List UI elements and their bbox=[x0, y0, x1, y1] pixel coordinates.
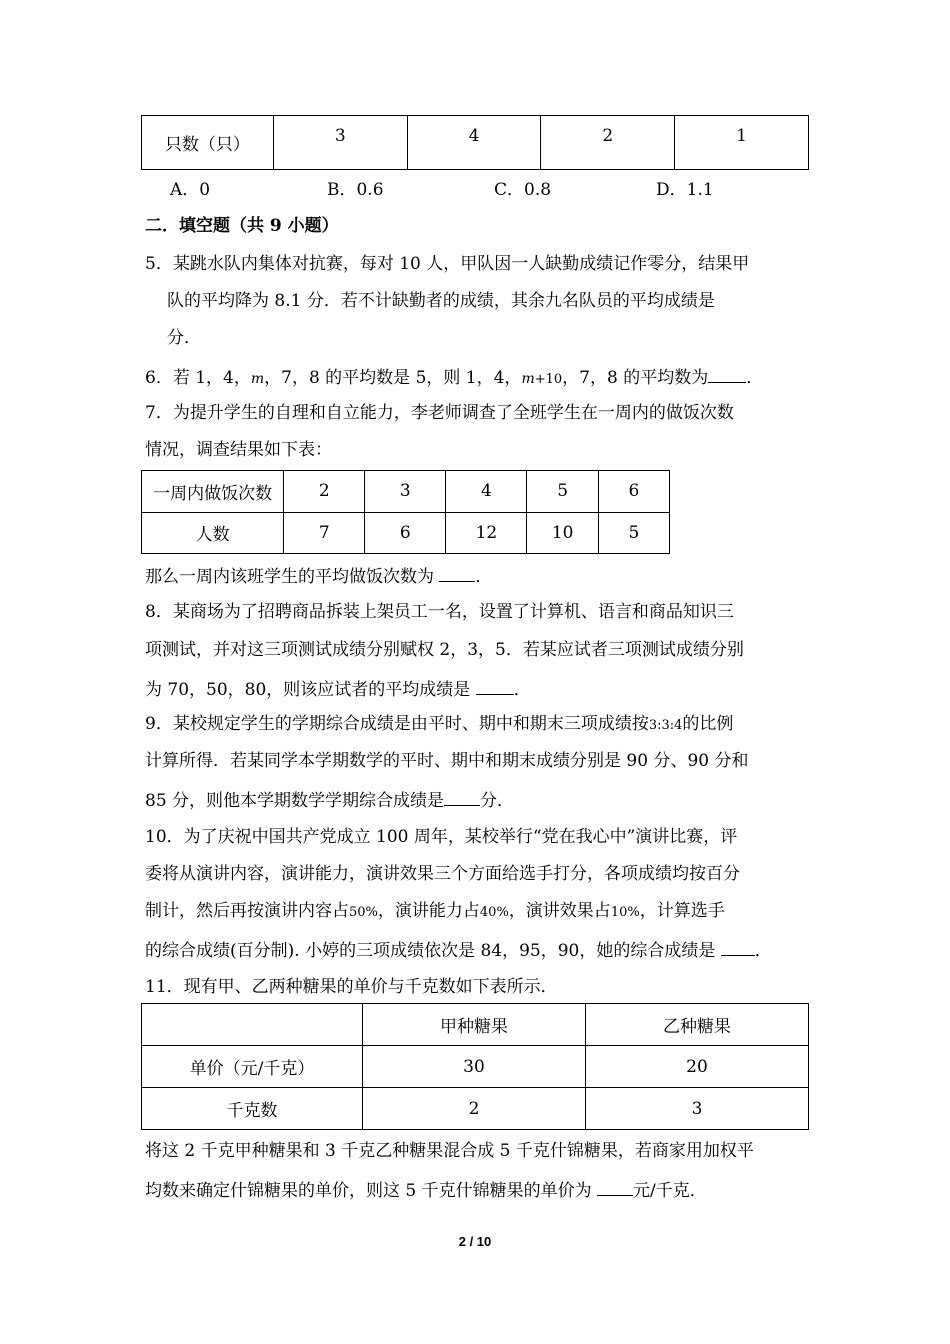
q11-unit: 元/千克． bbox=[633, 1181, 707, 1201]
table-cell: 2 bbox=[541, 116, 675, 170]
q6-end: ． bbox=[746, 368, 764, 388]
q10-line3a: 制计，然后再按演讲内容占 bbox=[145, 901, 349, 921]
q7-after bbox=[145, 563, 492, 589]
table-cell: 2 bbox=[363, 1088, 586, 1130]
q7-end: ． bbox=[475, 567, 493, 587]
table-cell-label: 只数（只） bbox=[142, 116, 274, 170]
q9-line1a: 9．某校规定学生的学期综合成绩是由平时、期中和期末三项成绩按 bbox=[145, 714, 649, 734]
table-row bbox=[142, 1046, 809, 1088]
table-cell: 3 bbox=[273, 116, 407, 170]
q9-line1b: 的比例 bbox=[682, 714, 734, 734]
q10-line3 bbox=[145, 899, 725, 925]
q10-p3: 10% bbox=[610, 905, 640, 920]
q11-after1: 将这 2 千克甲种糖果和 3 千克乙种糖果混合成 5 千克什锦糖果，若商家用加权平 bbox=[145, 1141, 754, 1161]
option-b: B．0.6 bbox=[327, 180, 384, 200]
table-row bbox=[142, 1004, 809, 1046]
q11-line1: 11．现有甲、乙两种糖果的单价与千克数如下表所示． bbox=[145, 977, 558, 997]
table-cell: 20 bbox=[586, 1046, 809, 1088]
q9-ratio: 3:3:4 bbox=[648, 718, 683, 733]
q7-after-text: 那么一周内该班学生的平均做饭次数为 bbox=[145, 567, 434, 587]
q10-line3d: ，计算选手 bbox=[639, 901, 725, 921]
table-cell-label: 一周内做饭次数 bbox=[142, 471, 284, 513]
q8-line3-text: 为 70，50，80，则该应试者的平均成绩是 bbox=[145, 680, 471, 700]
q10-line1: 10．为了庆祝中国共产党成立 100 周年，某校举行“党在我心中”演讲比赛，评 bbox=[145, 827, 738, 847]
q6-text-d: ，7，8 的平均数为 bbox=[562, 368, 709, 388]
table-cell: 甲种糖果 bbox=[363, 1004, 586, 1046]
table-row bbox=[142, 116, 809, 170]
q8-line2: 项测试，并对这三项测试成绩分别赋权 2，3，5．若某应试者三项测试成绩分别 bbox=[145, 640, 744, 660]
table-row bbox=[142, 512, 670, 554]
q10-end: ． bbox=[754, 941, 772, 961]
q6-text-b: ，7，8 的平均数是 5，则 1，4， bbox=[264, 368, 522, 388]
q8-line1: 8．某商场为了招聘商品拆装上架员工一名，设置了计算机、语言和商品知识三 bbox=[145, 602, 734, 622]
option-c: C．0.8 bbox=[494, 180, 552, 200]
table-cell-label: 千克数 bbox=[142, 1088, 363, 1130]
table-cell: 10 bbox=[527, 512, 598, 554]
table-cell-label: 人数 bbox=[142, 512, 284, 554]
table-cell-label: 单价（元/千克） bbox=[142, 1046, 363, 1088]
option-a: A．0 bbox=[170, 180, 211, 200]
table-q11 bbox=[141, 1003, 809, 1130]
table-cell: 6 bbox=[365, 512, 446, 554]
q6-var-m2: m bbox=[521, 371, 535, 387]
table-row bbox=[142, 1088, 809, 1130]
q6-plus10: +10 bbox=[534, 372, 563, 387]
q9-line3 bbox=[145, 787, 514, 813]
table-cell: 30 bbox=[363, 1046, 586, 1088]
answer-blank bbox=[439, 563, 475, 582]
table-cell: 12 bbox=[446, 512, 527, 554]
q9-line3-text: 85 分，则他本学期数学学期综合成绩是 bbox=[145, 791, 445, 811]
answer-blank bbox=[597, 1177, 633, 1196]
section-title: 二．填空题（共 9 小题） bbox=[145, 216, 339, 236]
answer-blank bbox=[444, 787, 480, 806]
option-d: D．1.1 bbox=[656, 180, 714, 200]
q11-after2 bbox=[145, 1177, 707, 1203]
table-cell: 1 bbox=[675, 116, 809, 170]
table-cell: 6 bbox=[598, 471, 669, 513]
q6-text-a: 6．若 1，4， bbox=[145, 368, 251, 388]
table-row bbox=[142, 471, 670, 513]
q10-line3c: ，演讲效果占 bbox=[508, 901, 611, 921]
table-cell: 5 bbox=[527, 471, 598, 513]
table-cell: 5 bbox=[598, 512, 669, 554]
q10-line4 bbox=[145, 937, 772, 963]
q6-line bbox=[145, 364, 763, 392]
q6-var-m: m bbox=[250, 371, 265, 387]
q7-line1: 7．为提升学生的自理和自立能力，李老师调查了全班学生在一周内的做饭次数 bbox=[145, 403, 734, 423]
table-cell: 3 bbox=[365, 471, 446, 513]
answer-blank bbox=[476, 676, 514, 695]
q9-line1 bbox=[145, 712, 733, 738]
table-cell: 乙种糖果 bbox=[586, 1004, 809, 1046]
table-q7 bbox=[141, 470, 670, 554]
table-cell: 4 bbox=[446, 471, 527, 513]
q7-line2: 情况，调查结果如下表： bbox=[145, 440, 332, 460]
q10-p1: 50% bbox=[349, 905, 378, 920]
q9-end: 分． bbox=[480, 791, 515, 811]
table-cell bbox=[142, 1004, 363, 1046]
table-cell: 2 bbox=[284, 471, 365, 513]
q10-line2: 委将从演讲内容，演讲能力，演讲效果三个方面给选手打分，各项成绩均按百分 bbox=[145, 864, 740, 884]
q10-line4-text: 的综合成绩(百分制). 小婷的三项成绩依次是 84，95，90，她的综合成绩是 bbox=[145, 941, 716, 961]
table-q4 bbox=[141, 115, 809, 170]
q8-end: ． bbox=[513, 680, 531, 700]
q10-line3b: ，演讲能力占 bbox=[377, 901, 480, 921]
answer-blank bbox=[708, 364, 746, 383]
q8-line3 bbox=[145, 676, 531, 702]
table-cell: 4 bbox=[407, 116, 541, 170]
answer-blank bbox=[721, 937, 755, 956]
table-cell: 7 bbox=[284, 512, 365, 554]
table-cell: 3 bbox=[586, 1088, 809, 1130]
page-number: 2 / 10 bbox=[458, 1234, 492, 1249]
q5-line3: 分． bbox=[167, 328, 201, 348]
q10-p2: 40% bbox=[479, 905, 509, 920]
q5-line1: 5．某跳水队内集体对抗赛，每对 10 人，甲队因一人缺勤成绩记作零分，结果甲 bbox=[145, 254, 750, 274]
q5-line2: 队的平均降为 8.1 分．若不计缺勤者的成绩，其余九名队员的平均成绩是 bbox=[167, 291, 715, 311]
q9-line2: 计算所得．若某同学本学期数学的平时、期中和期末成绩分别是 90 分、90 分和 bbox=[145, 751, 749, 771]
q11-after2-text: 均数来确定什锦糖果的单价，则这 5 千克什锦糖果的单价为 bbox=[145, 1181, 592, 1201]
